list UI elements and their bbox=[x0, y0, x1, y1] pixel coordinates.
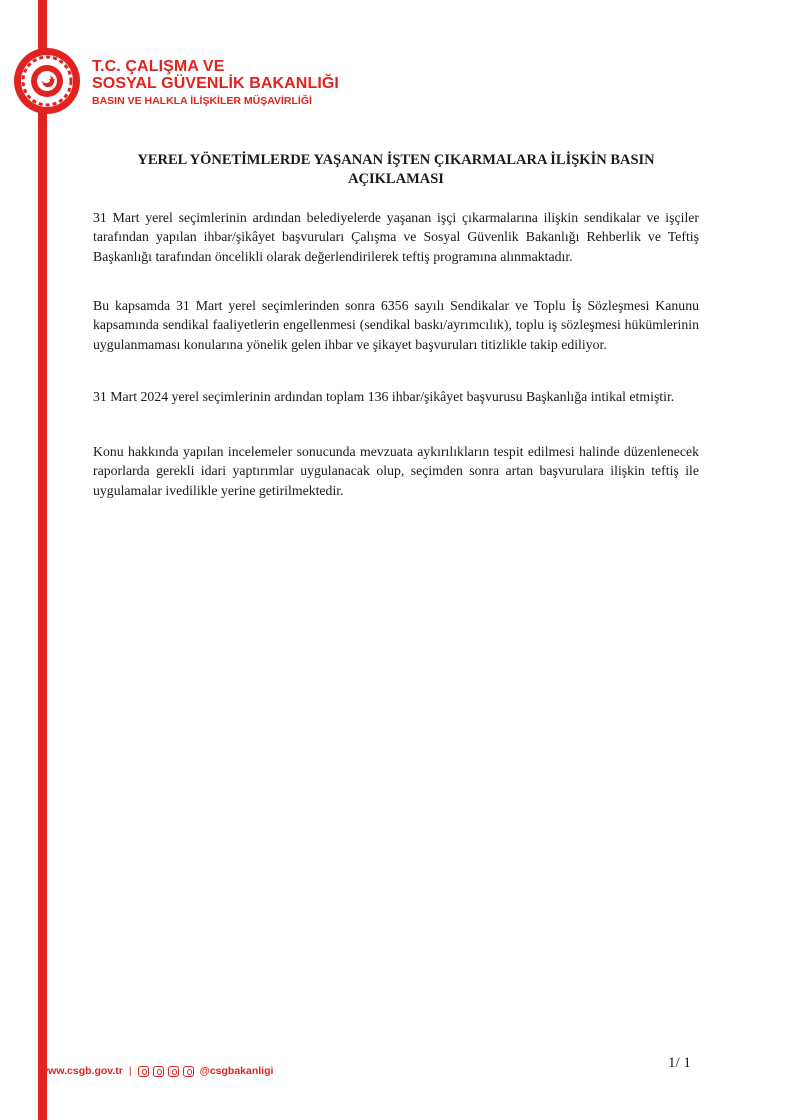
facebook-icon[interactable] bbox=[138, 1066, 149, 1077]
footer bbox=[40, 1065, 273, 1077]
paragraph-4: Konu hakkında yapılan incelemeler sonucunda mevzuata aykırılıkların tespit edilmesi halinde düzenlenecek raporlarda gerekli idari yaptırımlar uygulanacak olup, seçimden sonra artan başvurulara ilişkin teftiş ile uygulamalar ivedilikle yerine getirilmektedir. bbox=[93, 444, 699, 498]
website-link[interactable]: www.csgb.gov.tr bbox=[40, 1065, 123, 1077]
paragraph-2: Bu kapsamda 31 Mart yerel seçimlerinden sonra 6356 sayılı Sendikalar ve Toplu İş Sözleşmesi Kanunu kapsamında sendikal faaliyetlerin engellenmesi (sendikal baskı/ayrımcılık), toplu iş sözleşmesi hükümlerinin uygulanmaması konularına yönelik gelen ihbar ve şikayet başvuruları titizlikle takip ediliyor. bbox=[93, 298, 699, 352]
instagram-icon[interactable] bbox=[153, 1066, 164, 1077]
left-red-stripe bbox=[38, 0, 47, 1120]
ministry-name-block bbox=[92, 58, 339, 109]
footer-separator: | bbox=[128, 1065, 132, 1077]
title-line2: AÇIKLAMASI bbox=[348, 171, 444, 187]
social-handle[interactable]: @csgbakanligi bbox=[199, 1065, 274, 1077]
twitter-icon[interactable] bbox=[168, 1066, 179, 1077]
document-title bbox=[100, 151, 692, 189]
ministry-logo bbox=[12, 46, 82, 116]
title-line1: YEREL YÖNETİMLERDE YAŞANAN İŞTEN ÇIKARMALARA İLİŞKİN BASIN bbox=[137, 152, 655, 168]
youtube-icon[interactable] bbox=[183, 1066, 194, 1077]
ministry-name-line1: T.C. ÇALIŞMA VE bbox=[92, 58, 225, 75]
ministry-name-line2: SOSYAL GÜVENLİK BAKANLIĞI bbox=[92, 75, 339, 92]
paragraph-3: 31 Mart 2024 yerel seçimlerinin ardından toplam 136 ihbar/şikâyet başvurusu Başkanlığa intikal etmiştir. bbox=[93, 389, 675, 404]
page-number: 1/ 1 bbox=[668, 1055, 691, 1071]
department-name: BASIN VE HALKLA İLİŞKİLER MÜŞAVİRLİĞİ bbox=[92, 95, 312, 107]
paragraph-1: 31 Mart yerel seçimlerinin ardından belediyelerde yaşanan işçi çıkarmalarına ilişkin sendikalar ve işçiler tarafından yapılan ihbar/şikâyet başvuruları Çalışma ve Sosyal Güvenlik Bakanlığı Rehberlik ve Teftiş Başkanlığı tarafından öncelikli olarak değerlendirilerek teftiş programına alınmaktadır. bbox=[93, 210, 699, 264]
